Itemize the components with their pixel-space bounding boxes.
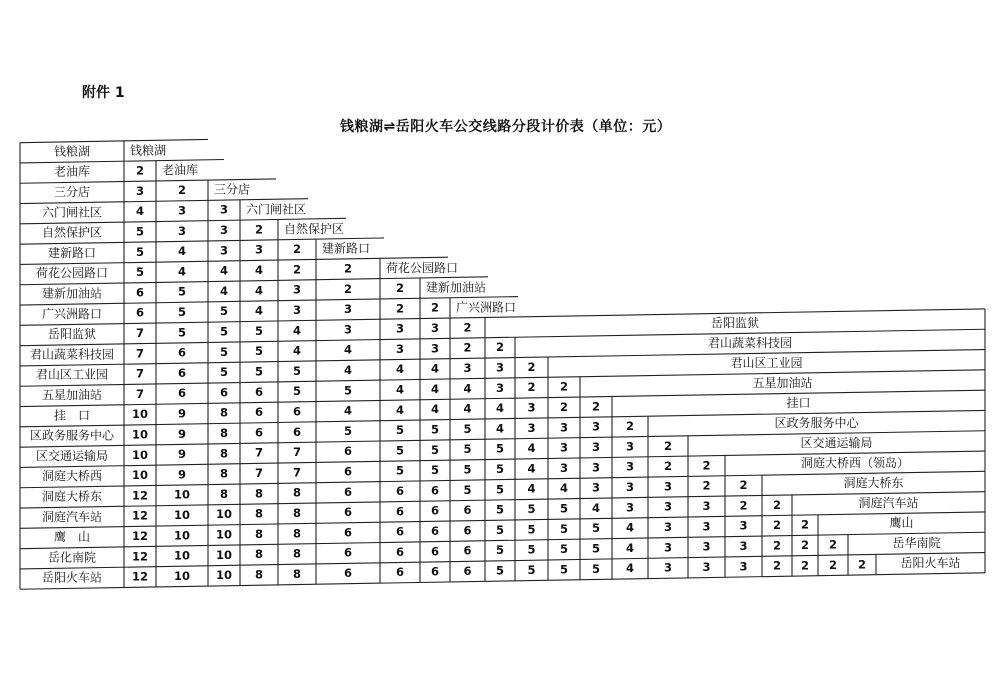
fare-cell: 2 [663, 459, 673, 474]
fare-cell: 3 [591, 419, 601, 434]
diagonal-header: 岳阳监狱 [710, 315, 760, 330]
fare-cell: 5 [395, 463, 405, 478]
fare-cell: 5 [343, 423, 353, 438]
fare-cell: 3 [663, 479, 673, 494]
fare-cell: 5 [430, 422, 440, 437]
fare-cell: 4 [219, 283, 229, 298]
fare-cell: 3 [395, 341, 405, 356]
station-label: 区政务服务中心 [29, 428, 115, 443]
fare-cell: 5 [254, 323, 264, 338]
fare-cell: 5 [292, 384, 302, 399]
fare-cell: 5 [591, 521, 601, 536]
fare-cell: 7 [254, 445, 264, 460]
diagonal-header: 洞庭汽车站 [858, 495, 919, 510]
fare-cell: 3 [625, 439, 635, 454]
diagonal-header: 洞庭大桥东 [843, 475, 904, 490]
fare-cell: 2 [739, 478, 748, 493]
fare-cell: 5 [591, 561, 601, 576]
fare-cell: 7 [254, 466, 264, 481]
fare-cell: 5 [559, 562, 569, 577]
fare-cell: 4 [254, 263, 264, 278]
fare-cell: 3 [663, 499, 673, 514]
fare-cell: 2 [702, 458, 711, 473]
fare-cell: 5 [254, 364, 264, 379]
fare-cell: 8 [219, 466, 229, 481]
fare-cell: 2 [463, 320, 472, 335]
fare-cell: 12 [131, 549, 149, 564]
fare-cell: 6 [395, 483, 405, 498]
fare-cell: 4 [559, 481, 569, 496]
fare-cell: 12 [131, 528, 149, 543]
fare-cell: 6 [430, 483, 440, 498]
fare-cell: 6 [395, 504, 405, 519]
diagonal-header: 岳阳火车站 [900, 556, 961, 571]
fare-cell: 4 [430, 381, 440, 396]
station-label: 区交通运输局 [35, 448, 109, 463]
fare-cell: 10 [131, 447, 149, 462]
diagonal-header: 君山区工业园 [730, 355, 803, 370]
diagonal-header: 建新路口 [322, 241, 371, 256]
fare-cell: 4 [625, 540, 635, 555]
fare-cell: 2 [135, 163, 145, 178]
fare-cell: 8 [254, 547, 264, 562]
diagonal-header: 区交通运输局 [800, 435, 873, 450]
fare-cell: 4 [495, 401, 505, 416]
station-label: 君山区工业园 [35, 367, 109, 382]
fare-cell: 5 [495, 482, 505, 497]
diagonal-header: 鹰山 [889, 516, 914, 531]
fare-cell: 2 [663, 438, 673, 453]
fare-cell: 5 [591, 541, 601, 556]
fare-cell: 5 [463, 442, 472, 457]
diagonal-header: 荷花公园路口 [386, 260, 459, 275]
fare-cell: 5 [219, 344, 229, 359]
fare-cell: 4 [292, 323, 302, 338]
fare-cell: 5 [219, 324, 229, 339]
station-label: 钱粮湖 [53, 144, 91, 159]
fare-cell: 4 [495, 421, 505, 436]
fare-cell: 3 [739, 518, 748, 533]
fare-cell: 8 [292, 566, 302, 581]
fare-cell: 10 [131, 407, 149, 422]
fare-cell: 5 [219, 365, 229, 380]
fare-cell: 5 [177, 325, 187, 340]
fare-cell: 3 [663, 540, 673, 555]
fare-cell: 2 [463, 340, 472, 355]
station-label: 建新加油站 [41, 286, 103, 301]
fare-cell: 8 [292, 485, 302, 500]
diagonal-header: 洞庭大桥西（领岛） [800, 455, 910, 470]
fare-cell: 2 [343, 261, 353, 276]
fare-cell: 5 [559, 521, 569, 536]
fare-cell: 3 [702, 519, 711, 534]
fare-cell: 3 [702, 559, 711, 574]
fare-cell: 3 [495, 380, 505, 395]
fare-cell: 2 [395, 301, 405, 316]
fare-cell: 8 [292, 526, 302, 541]
fare-cell: 3 [591, 480, 601, 495]
fare-cell: 2 [559, 379, 569, 394]
fare-cell: 9 [177, 447, 187, 462]
fare-cell: 9 [177, 406, 187, 421]
fare-cell: 8 [219, 405, 229, 420]
fare-cell: 6 [292, 424, 302, 439]
fare-cell: 7 [292, 465, 302, 480]
fare-cell: 5 [495, 543, 505, 558]
fare-cell: 10 [215, 568, 233, 583]
station-label: 岳阳监狱 [47, 327, 97, 342]
fare-cell: 5 [527, 502, 536, 517]
fare-cell: 3 [559, 460, 569, 475]
fare-cell: 3 [625, 500, 635, 515]
fare-cell: 6 [463, 523, 472, 538]
fare-cell: 5 [177, 304, 187, 319]
fare-cell: 3 [219, 223, 229, 238]
fare-cell: 2 [495, 340, 505, 355]
fare-cell: 4 [135, 204, 145, 219]
station-label: 建新路口 [47, 245, 97, 260]
station-label: 老油库 [53, 164, 91, 179]
fare-cell: 3 [219, 202, 229, 217]
fare-cell: 3 [702, 499, 711, 514]
fare-cell: 4 [527, 441, 536, 456]
fare-cell: 2 [559, 399, 569, 414]
diagonal-header: 老油库 [162, 163, 199, 178]
fare-cell: 6 [463, 503, 472, 518]
fare-cell: 2 [177, 183, 187, 198]
fare-cell: 3 [527, 420, 536, 435]
fare-cell: 5 [135, 244, 145, 259]
fare-cell: 4 [430, 361, 440, 376]
fare-cell: 3 [591, 440, 601, 455]
fare-cell: 5 [430, 442, 440, 457]
fare-cell: 3 [559, 440, 569, 455]
fare-cell: 3 [739, 559, 748, 574]
fare-cell: 4 [254, 303, 264, 318]
fare-cell: 5 [527, 522, 536, 537]
diagonal-header: 挂口 [786, 395, 811, 410]
fare-cell: 4 [591, 500, 601, 515]
diagonal-header: 钱粮湖 [130, 143, 167, 158]
fare-cell: 5 [463, 421, 472, 436]
fare-cell: 6 [430, 564, 440, 579]
fare-cell: 6 [292, 404, 302, 419]
fare-cell: 8 [219, 446, 229, 461]
diagonal-header: 区政务服务中心 [774, 415, 859, 430]
fare-cell: 8 [292, 546, 302, 561]
fare-cell: 5 [395, 423, 405, 438]
fare-cell: 6 [395, 524, 405, 539]
fare-cell: 3 [739, 539, 748, 554]
fare-cell: 2 [800, 537, 810, 552]
fare-cell: 5 [135, 265, 145, 280]
fare-cell: 2 [772, 558, 782, 573]
fare-cell: 2 [702, 478, 711, 493]
fare-cell: 6 [135, 305, 145, 320]
fare-cell: 10 [215, 547, 233, 562]
fare-cell: 5 [135, 224, 145, 239]
fare-cell: 5 [527, 562, 536, 577]
station-label: 岳阳火车站 [41, 570, 103, 585]
fare-cell: 5 [430, 463, 440, 478]
fare-cell: 5 [395, 443, 405, 458]
fare-cell: 3 [625, 480, 635, 495]
fare-cell: 4 [219, 263, 229, 278]
document-title: 钱粮湖⇌岳阳火车公交线路分段计价表（单位：元） [340, 119, 672, 135]
fare-cell: 10 [173, 548, 191, 563]
fare-cell: 12 [131, 488, 149, 503]
fare-cell: 12 [131, 508, 149, 523]
fare-cell: 9 [177, 426, 187, 441]
fare-cell: 3 [430, 320, 440, 335]
station-label: 洞庭大桥西 [41, 469, 103, 484]
fare-cell: 2 [527, 359, 536, 374]
fare-cell: 4 [254, 283, 264, 298]
fare-cell: 10 [173, 528, 191, 543]
fare-cell: 8 [254, 506, 264, 521]
diagonal-header: 广兴洲路口 [456, 300, 517, 315]
diagonal-header: 自然保护区 [284, 222, 345, 237]
fare-cell: 3 [219, 243, 229, 258]
fare-cell: 6 [177, 345, 187, 360]
fare-cell: 3 [702, 539, 711, 554]
station-label: 六门闸社区 [41, 205, 103, 220]
fare-cell: 6 [343, 484, 353, 499]
fare-cell: 2 [527, 380, 536, 395]
fare-cell: 4 [395, 402, 405, 417]
fare-cell: 3 [591, 460, 601, 475]
fare-cell: 10 [131, 468, 149, 483]
fare-cell: 2 [625, 419, 635, 434]
fare-cell: 2 [800, 558, 810, 573]
fare-cell: 3 [343, 322, 353, 337]
fare-cell: 4 [343, 363, 353, 378]
fare-cell: 6 [254, 425, 264, 440]
fare-cell: 2 [430, 300, 440, 315]
fare-cell: 2 [343, 281, 353, 296]
fare-cell: 6 [177, 365, 187, 380]
fare-cell: 6 [395, 565, 405, 580]
fare-cell: 3 [463, 361, 472, 376]
fare-cell: 2 [772, 518, 782, 533]
fare-cell: 7 [135, 325, 145, 340]
fare-cell: 4 [177, 264, 187, 279]
fare-cell: 2 [254, 222, 264, 237]
fare-cell: 4 [395, 362, 405, 377]
fare-cell: 4 [527, 481, 536, 496]
table-rule [20, 139, 208, 142]
diagonal-header: 建新加油站 [426, 280, 487, 295]
fare-cell: 2 [292, 262, 302, 277]
fare-cell: 10 [173, 568, 191, 583]
fare-cell: 3 [254, 242, 264, 257]
fare-cell: 2 [800, 517, 810, 532]
fare-cell: 6 [177, 386, 187, 401]
fare-cell: 4 [625, 561, 635, 576]
fare-cell: 4 [625, 520, 635, 535]
fare-cell: 5 [495, 563, 505, 578]
fare-cell: 4 [463, 401, 472, 416]
diagonal-header: 岳华南院 [892, 536, 941, 551]
fare-cell: 3 [292, 282, 302, 297]
station-label: 三分店 [53, 185, 91, 200]
fare-cell: 2 [292, 242, 302, 257]
fare-cell: 3 [343, 302, 353, 317]
fare-cell: 5 [292, 363, 302, 378]
fare-cell: 3 [625, 459, 635, 474]
fare-cell: 5 [495, 461, 505, 476]
fare-cell: 2 [828, 537, 838, 552]
fare-cell: 5 [495, 441, 505, 456]
diagonal-header: 君山蔬菜科技园 [707, 335, 793, 350]
fare-cell: 10 [215, 507, 233, 522]
fare-cell: 7 [135, 386, 145, 401]
fare-cell: 4 [343, 342, 353, 357]
fare-cell: 6 [430, 523, 440, 538]
fare-cell: 6 [343, 525, 353, 540]
fare-cell: 3 [135, 183, 145, 198]
fare-cell: 6 [395, 544, 405, 559]
station-label: 挂 口 [53, 408, 91, 423]
fare-cell: 6 [343, 566, 353, 581]
fare-cell: 7 [292, 445, 302, 460]
fare-cell: 3 [177, 223, 187, 238]
fare-cell: 8 [292, 506, 302, 521]
fare-cell: 10 [131, 427, 149, 442]
fare-cell: 6 [463, 564, 472, 579]
fare-cell: 5 [219, 304, 229, 319]
fare-cell: 8 [254, 567, 264, 582]
fare-cell: 7 [135, 366, 145, 381]
fare-cell: 5 [463, 482, 472, 497]
fare-cell: 3 [527, 400, 536, 415]
station-label: 鹰 山 [53, 530, 91, 545]
fare-cell: 4 [177, 244, 187, 259]
fare-cell: 2 [772, 497, 782, 512]
diagonal-header: 五星加油站 [752, 375, 813, 390]
fare-cell: 6 [135, 285, 145, 300]
fare-cell: 6 [430, 503, 440, 518]
fare-cell: 5 [495, 522, 505, 537]
fare-cell: 3 [559, 420, 569, 435]
fare-cell: 8 [219, 426, 229, 441]
station-label: 岳化南院 [47, 550, 97, 565]
fare-cell: 3 [663, 519, 673, 534]
fare-cell: 5 [254, 344, 264, 359]
fare-cell: 10 [173, 487, 191, 502]
fare-cell: 5 [559, 501, 569, 516]
fare-cell: 8 [254, 526, 264, 541]
fare-cell: 6 [219, 385, 229, 400]
fare-cell: 4 [395, 382, 405, 397]
fare-cell: 7 [135, 346, 145, 361]
station-label: 君山蔬菜科技园 [29, 347, 115, 362]
fare-cell: 6 [430, 544, 440, 559]
fare-cell: 3 [663, 560, 673, 575]
fare-cell: 9 [177, 467, 187, 482]
fare-cell: 4 [430, 402, 440, 417]
fare-cell: 6 [343, 545, 353, 560]
fare-cell: 3 [395, 321, 405, 336]
fare-cell: 6 [254, 405, 264, 420]
station-label: 五星加油站 [41, 388, 103, 403]
station-label: 洞庭大桥东 [41, 489, 103, 504]
fare-cell: 6 [254, 384, 264, 399]
fare-cell: 5 [463, 462, 472, 477]
station-label: 洞庭汽车站 [41, 509, 103, 524]
station-label: 自然保护区 [41, 225, 103, 240]
station-label: 荷花公园路口 [35, 266, 109, 281]
fare-cell: 3 [430, 341, 440, 356]
fare-cell: 2 [772, 538, 782, 553]
fare-cell: 5 [559, 542, 569, 557]
fare-cell: 5 [177, 284, 187, 299]
fare-cell: 5 [495, 502, 505, 517]
fare-cell: 8 [254, 486, 264, 501]
fare-cell: 10 [173, 507, 191, 522]
fare-cell: 2 [395, 280, 405, 295]
fare-cell: 5 [527, 542, 536, 557]
attachment-label: 附件 1 [82, 85, 125, 101]
fare-cell: 5 [343, 383, 353, 398]
fare-cell: 6 [343, 505, 353, 520]
fare-cell: 6 [343, 464, 353, 479]
fare-cell: 12 [131, 569, 149, 584]
fare-cell: 2 [828, 557, 838, 572]
diagonal-header: 三分店 [214, 182, 251, 197]
fare-cell: 4 [292, 343, 302, 358]
fare-cell: 8 [219, 486, 229, 501]
station-label: 广兴洲路口 [41, 306, 103, 321]
fare-cell: 2 [739, 498, 748, 513]
fare-cell: 2 [857, 557, 867, 572]
fare-cell: 10 [215, 527, 233, 542]
fare-cell: 3 [292, 303, 302, 318]
fare-cell: 4 [527, 461, 536, 476]
fare-cell: 6 [463, 543, 472, 558]
fare-cell: 4 [343, 403, 353, 418]
fare-cell: 4 [463, 381, 472, 396]
fare-cell: 6 [343, 444, 353, 459]
fare-cell: 2 [591, 399, 601, 414]
fare-cell: 3 [177, 203, 187, 218]
fare-cell: 3 [495, 360, 505, 375]
diagonal-header: 六门闸社区 [246, 202, 307, 217]
